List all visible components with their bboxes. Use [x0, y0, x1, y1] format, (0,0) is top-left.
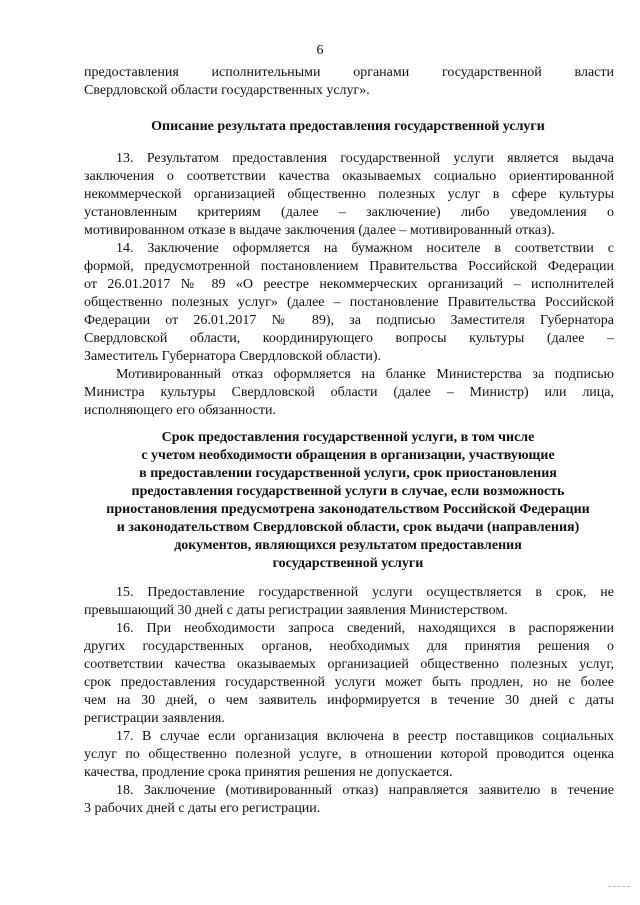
- text-line: установленным критериям (далее – заключение) либо уведомления о: [84, 205, 614, 220]
- intro-paragraph: [84, 64, 614, 100]
- text-line: Свердловской области государственных услуг».: [84, 83, 370, 98]
- heading-line: в предоставлении государственной услуги, срок приостановления: [139, 466, 557, 481]
- text-line: 17. В случае если организация включена в реестр поставщиков социальных: [116, 729, 614, 744]
- text-line: 14. Заключение оформляется на бумажном носителе в соответствии с: [116, 241, 614, 256]
- paragraph-13: [84, 150, 614, 240]
- text-line: Свердловской области, координирующего вопросы культуры (далее –: [84, 331, 614, 346]
- text-line: 13. Результатом предоставления государственной услуги является выдача: [116, 151, 614, 166]
- heading-line: государственной услуги: [272, 556, 424, 571]
- text-line: качества, продление срока принятия решения не допускается.: [84, 765, 453, 780]
- text-line: 18. Заключение (мотивированный отказ) направляется заявителю в течение: [116, 783, 614, 798]
- paragraph-refusal: [84, 366, 614, 420]
- heading-line: предоставления государственной услуги в случае, если возможность: [131, 484, 565, 499]
- heading-line: документов, являющихся результатом предоставления: [174, 538, 522, 553]
- paragraph-17: [84, 728, 614, 782]
- text-line: превышающий 30 дней с даты регистрации заявления Министерством.: [84, 603, 508, 618]
- text-line: Заместитель Губернатора Свердловской области).: [84, 349, 381, 364]
- text-line: заключения о соответствии качества оказываемых социально ориентированной: [84, 169, 614, 184]
- text-line: предоставления исполнительными органами государственной власти: [84, 65, 614, 80]
- heading-line: Срок предоставления государственной услуги, в том числе: [161, 430, 535, 445]
- text-line: чем на 30 дней, о чем заявитель информируется в течение 30 дней с даты: [84, 693, 614, 708]
- text-line: 15. Предоставление государственной услуги осуществляется в срок, не: [116, 585, 614, 600]
- heading-line: Описание результата предоставления государственной услуги: [151, 119, 545, 134]
- section-heading-deadline: [60, 429, 636, 573]
- text-line: срок предоставления государственной услуги может быть продлен, но не более: [84, 675, 614, 690]
- heading-line: приостановления предусмотрена законодательством Российской Федерации: [106, 502, 590, 517]
- text-line: услуг по общественно полезной услуге, в отношении которой проводится оценка: [84, 747, 614, 762]
- text-line: Мотивированный отказ оформляется на бланке Министерства за подписью: [116, 367, 614, 382]
- section-heading-result: [60, 118, 636, 136]
- paragraph-16: [84, 620, 614, 728]
- paragraph-18: [84, 782, 614, 818]
- text-line: Федерации от 26.01.2017 № 89), за подписью Заместителя Губернатора: [84, 313, 614, 328]
- heading-line: и законодательством Свердловской области, срок выдачи (направления): [116, 520, 580, 535]
- page-number: 6: [316, 43, 324, 58]
- paragraph-15: [84, 584, 614, 620]
- text-line: соответствии качества оказываемых организацией общественно полезных услуг,: [84, 657, 614, 672]
- text-line: исполняющего его обязанности.: [84, 403, 277, 418]
- scan-artifact-divider: [608, 886, 630, 887]
- heading-line: с учетом необходимости обращения в организации, участвующие: [141, 448, 555, 463]
- text-line: мотивированном отказе в выдаче заключения (далее – мотивированный отказ).: [84, 223, 555, 238]
- text-line: регистрации заявления.: [84, 711, 225, 726]
- text-line: 16. При необходимости запроса сведений, находящихся в распоряжении: [116, 621, 614, 636]
- text-line: общественно полезных услуг» (далее – постановление Правительства Российской: [84, 295, 614, 310]
- paragraph-14: [84, 240, 614, 366]
- text-line: других государственных органов, необходимых для принятия решения о: [84, 639, 614, 654]
- text-line: от 26.01.2017 № 89 «О реестре некоммерческих организаций – исполнителей: [84, 277, 614, 292]
- text-line: 3 рабочих дней с даты его регистрации.: [84, 801, 321, 816]
- text-line: некоммерческой организацией общественно полезных услуг в сфере культуры: [84, 187, 614, 202]
- text-line: формой, предусмотренной постановлением Правительства Российской Федерации: [84, 259, 614, 274]
- text-line: Министра культуры Свердловской области (далее – Министр) или лица,: [84, 385, 614, 400]
